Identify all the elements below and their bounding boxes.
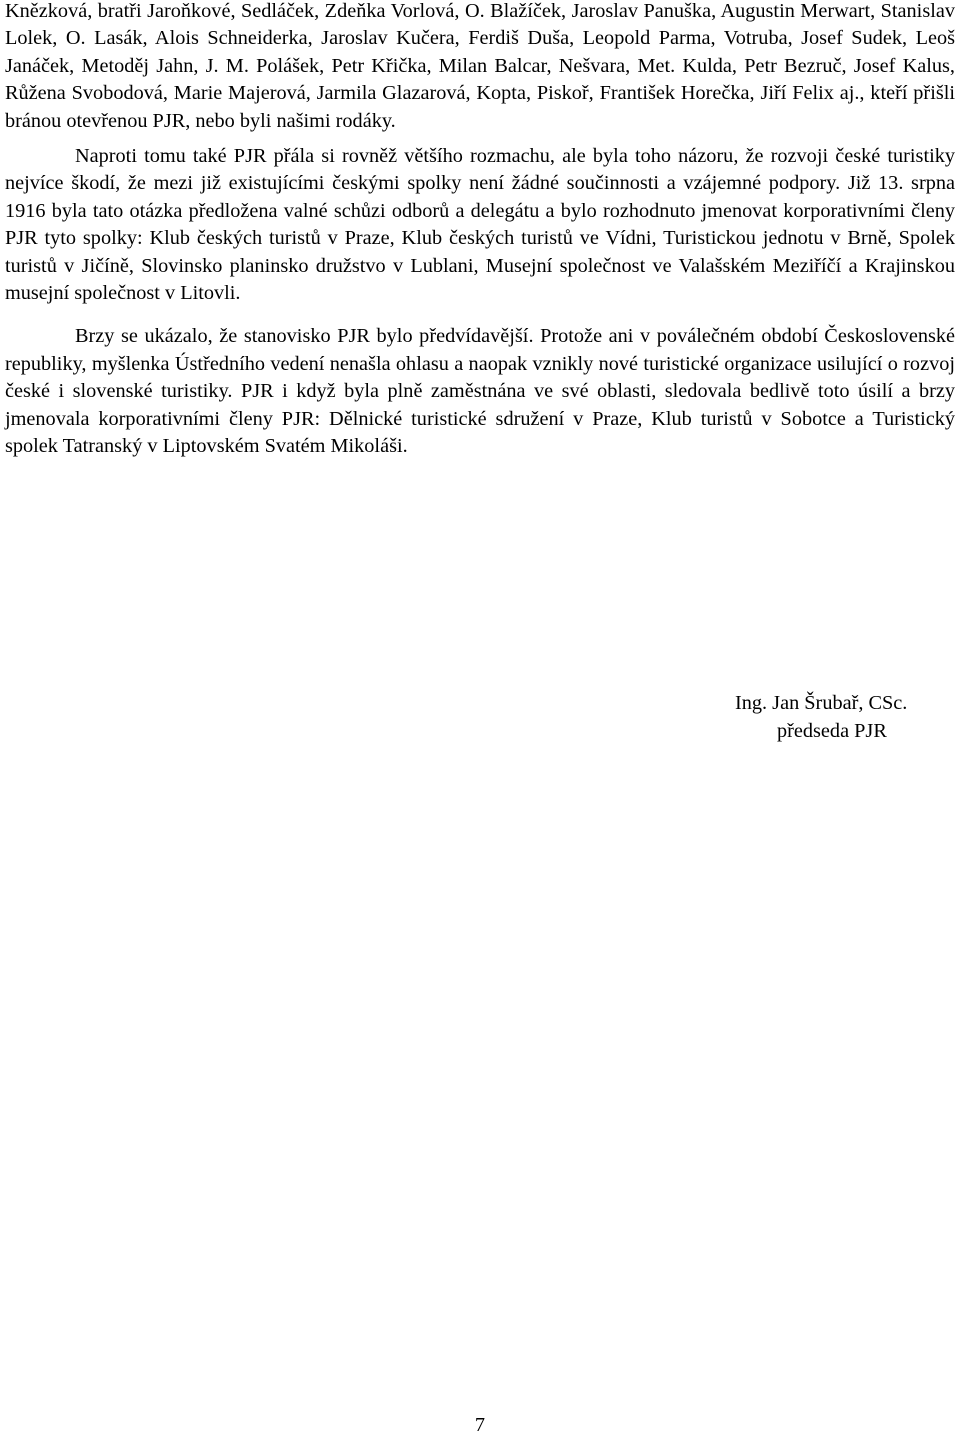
paragraph-corporate-members: Naproti tomu také PJR přála si rovněž většího rozmachu, ale byla toho názoru, že rozvoji české turistiky nejvíce škodí, že mezi již existujícími českými spolky není žádné součinnosti a vzájemné podpory. Již 13. srpna 1916 byla tato otázka předložena valné schůzi odborů a delegátu a bylo rozhodnuto jmenovat korporativními členy PJR tyto spolky: Klub českých turistů v Praze, Klub českých turistů ve Vídni, Turistickou jednotu v Brně, Spolek turistů v Jičíně, Slovinsko planinsko družstvo v Lublani, Musejní společnost ve Valašském Meziříčí a Krajinskou musejní společnost v Litovli. [5, 145, 955, 305]
paragraph-names-list: Knězková, bratři Jaroňkové, Sedláček, Zdeňka Vorlová, O. Blažíček, Jaroslav Panuška, Augustin Merwart, Stanislav Lolek, O. Lasák, Alois Schneiderka, Jaroslav Kučera, Ferdiš Duša, Leopold Parma, Votruba, Josef Sudek, Leoš Janáček, Metoděj Jahn, J. M. Polášek, Petr Křička, Milan Balcar, Nešvara, Met. Kulda, Petr Bezruč, Josef Kalus, Růžena Svobodová, Marie Majerová, Jarmila Glazarová, Kopta, Piskoř, František Horečka, Jiří Felix aj., kteří přišli bránou otevřenou PJR, nebo byli našimi rodáky. [5, 0, 955, 132]
page-number: 7 [474, 1414, 486, 1436]
signature-block [735, 689, 907, 745]
document-page [5, 0, 955, 461]
signature-name: Ing. Jan Šrubař, CSc. [735, 692, 908, 714]
paragraph-postwar: Brzy se ukázalo, že stanovisko PJR bylo předvídavější. Protože ani v poválečném období Československé republiky, myšlenka Ústředního vedení nenašla ohlasu a naopak vznikly nové turistické organizace usilující o rozvoj české i slovenské turistiky. PJR i když byla plně zaměstnána ve své oblasti, sledovala bedlivě toto úsilí a brzy jmenovala korporativními členy PJR: Dělnické turistické sdružení v Praze, Klub turistů v Sobotce a Turistický spolek Tatranský v Liptovském Svatém Mikoláši. [5, 325, 955, 458]
signature-title: předseda PJR [777, 720, 887, 742]
